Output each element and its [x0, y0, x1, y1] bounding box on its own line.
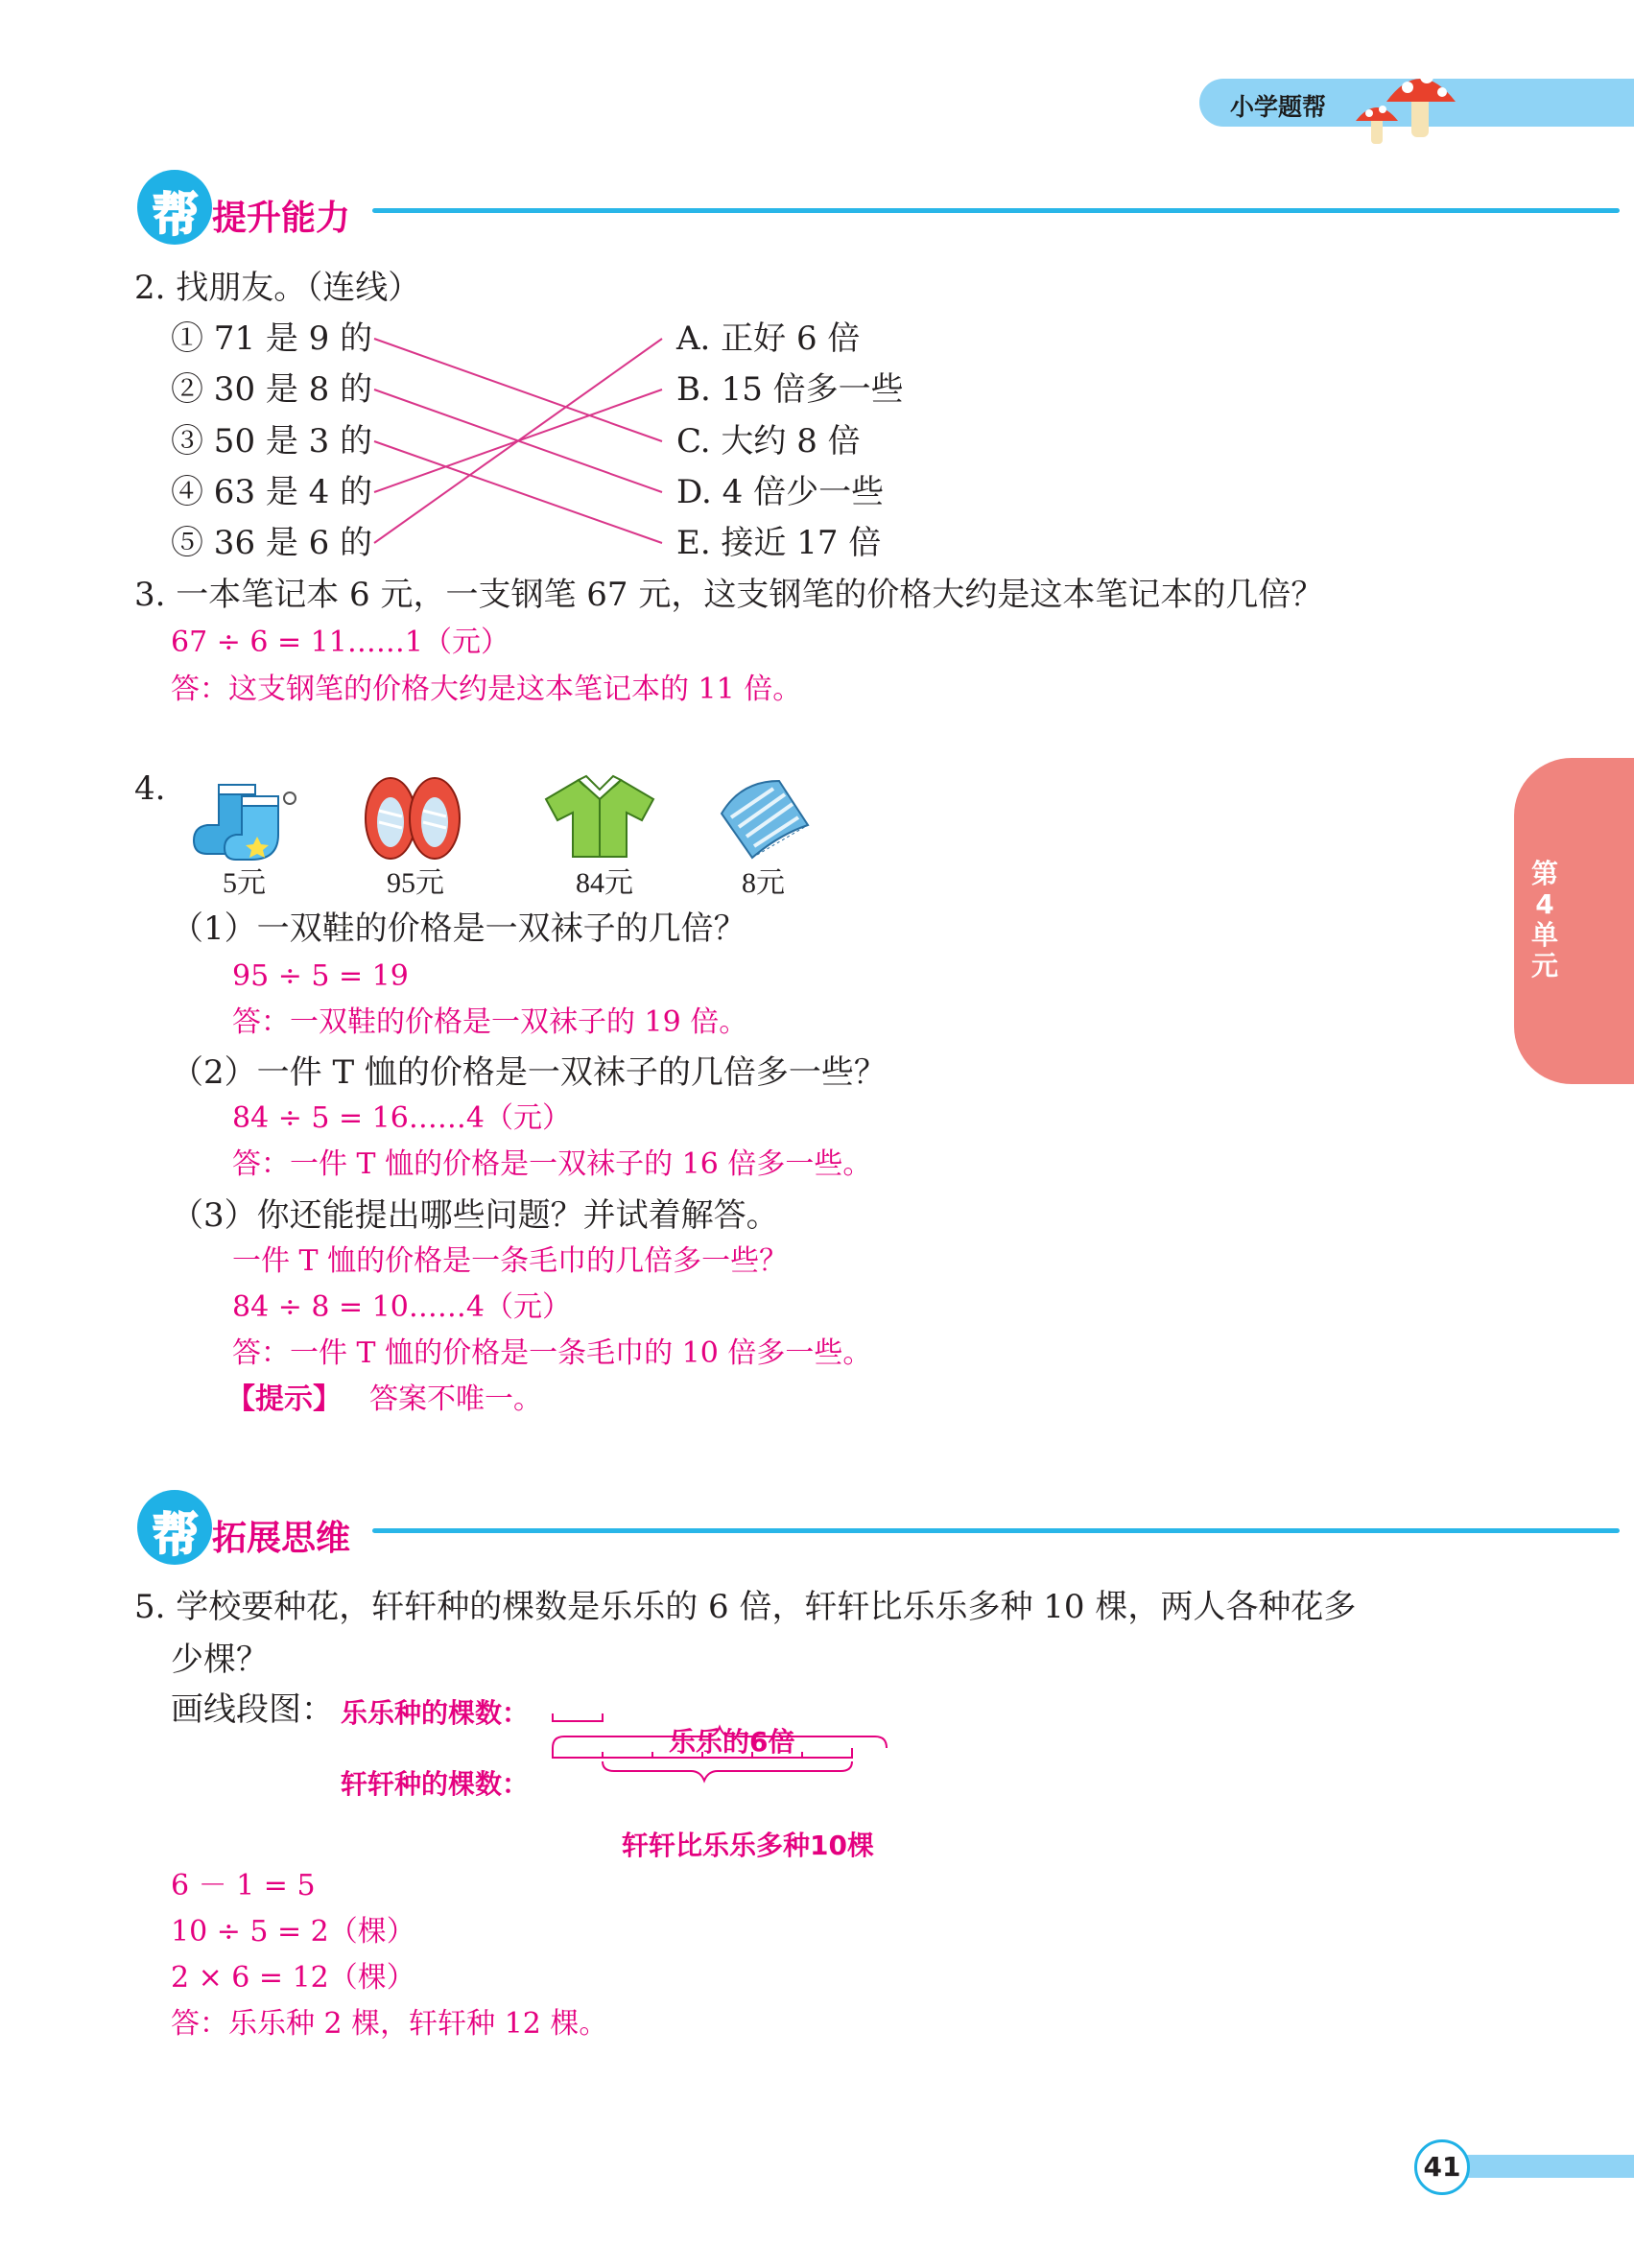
q2-prompt: 2. 找朋友。（连线） — [134, 269, 421, 307]
page-number: 41 — [1414, 2139, 1470, 2195]
match-line-5 — [374, 339, 662, 543]
q2-left-2: ② 30 是 8 的 — [171, 370, 373, 409]
q2-left-1: ① 71 是 9 的 — [171, 319, 373, 358]
top-brace — [553, 1727, 887, 1748]
banner-badge: 帮 — [153, 188, 200, 242]
banner-badge: 帮 — [153, 1508, 200, 1562]
q4-sub1-calc: 95 ÷ 5 = 19 — [232, 959, 409, 993]
q5-calc-3: 2 × 6 = 12（棵） — [171, 1961, 415, 1995]
tshirt-icon — [542, 772, 657, 863]
q4-sub2-answer: 答：一件 T 恤的价格是一双袜子的 16 倍多一些。 — [232, 1147, 872, 1181]
q5-answer: 答：乐乐种 2 棵，轩轩种 12 棵。 — [171, 2007, 608, 2041]
q2-left-4: ④ 63 是 4 的 — [171, 473, 373, 511]
q4-sub3-calc: 84 ÷ 8 = 10……4（元） — [232, 1290, 571, 1324]
q4-number: 4. — [134, 769, 166, 808]
shoes-price: 95元 — [387, 867, 444, 899]
q5-prompt-line2: 少棵？ — [171, 1641, 269, 1679]
bottom-brace — [603, 1761, 852, 1781]
q2-match-lines — [0, 0, 1634, 595]
q2-right-a: A. 正好 6 倍 — [676, 319, 861, 358]
diagram-label: 画线段图： — [171, 1690, 334, 1729]
q2-left-5: ⑤ 36 是 6 的 — [171, 524, 373, 562]
row1-label: 乐乐种的棵数： — [341, 1697, 530, 1729]
q4-sub1-question: （1）一双鞋的价格是一双袜子的几倍？ — [171, 910, 746, 948]
section-title: 提升能力 — [212, 199, 351, 238]
match-line-3 — [374, 441, 662, 543]
q2-right-e: E. 接近 17 倍 — [676, 524, 882, 562]
q2-right-c: C. 大约 8 倍 — [676, 422, 861, 461]
banner-line — [372, 1528, 1620, 1533]
line-segment-diagram — [537, 1698, 921, 1823]
q5-calc-2: 10 ÷ 5 = 2（棵） — [171, 1915, 415, 1949]
top-brace-label: 乐乐的6倍 — [669, 1726, 795, 1758]
q4-sub1-answer: 答：一双鞋的价格是一双袜子的 19 倍。 — [232, 1005, 748, 1039]
q4-sub2-question: （2）一件 T 恤的价格是一双袜子的几倍多一些？ — [171, 1053, 887, 1092]
shoes-icon — [360, 772, 465, 863]
q2-left-3: ③ 50 是 3 的 — [171, 422, 373, 461]
tshirt-price: 84元 — [576, 867, 633, 899]
socks-icon — [192, 777, 307, 863]
hint-text: 答案不唯一。 — [369, 1382, 542, 1416]
section-title: 拓展思维 — [212, 1519, 351, 1558]
socks-price: 5元 — [223, 867, 266, 899]
q2-right-d: D. 4 倍少一些 — [676, 473, 885, 511]
q2-right-b: B. 15 倍多一些 — [676, 370, 904, 409]
match-line-1 — [374, 339, 662, 441]
lele-segment — [553, 1713, 603, 1721]
row2-label: 轩轩种的棵数： — [341, 1768, 530, 1800]
section-banner-expand — [137, 1490, 1500, 1567]
q5-calc-1: 6 － 1 = 5 — [171, 1869, 316, 1902]
q4-sub3-extra-question: 一件 T 恤的价格是一条毛巾的几倍多一些？ — [232, 1244, 789, 1278]
towel-icon — [712, 775, 817, 862]
hint-label: 【提示】 — [226, 1382, 342, 1416]
q3-prompt: 3. 一本笔记本 6 元，一支钢笔 67 元，这支钢笔的价格大约是这本笔记本的几倍？ — [134, 576, 1324, 614]
q4-sub3-question: （3）你还能提出哪些问题？并试着解答。 — [171, 1196, 779, 1235]
q3-calc: 67 ÷ 6 = 11……1（元） — [171, 626, 509, 659]
unit-side-text: 第 4 单 元 — [1530, 858, 1558, 981]
q3-answer: 答：这支钢笔的价格大约是这本笔记本的 11 倍。 — [171, 673, 802, 706]
q4-sub3-answer: 答：一件 T 恤的价格是一条毛巾的 10 倍多一些。 — [232, 1336, 872, 1370]
q4-sub2-calc: 84 ÷ 5 = 16……4（元） — [232, 1101, 571, 1135]
towel-price: 8元 — [742, 867, 785, 899]
q5-prompt-line1: 5. 学校要种花，轩轩种的棵数是乐乐的 6 倍，轩轩比乐乐多种 10 棵，两人各种花多 — [134, 1588, 1357, 1626]
header-label: 小学题帮 — [1230, 93, 1327, 121]
bottom-brace-label: 轩轩比乐乐多种10棵 — [622, 1830, 874, 1861]
